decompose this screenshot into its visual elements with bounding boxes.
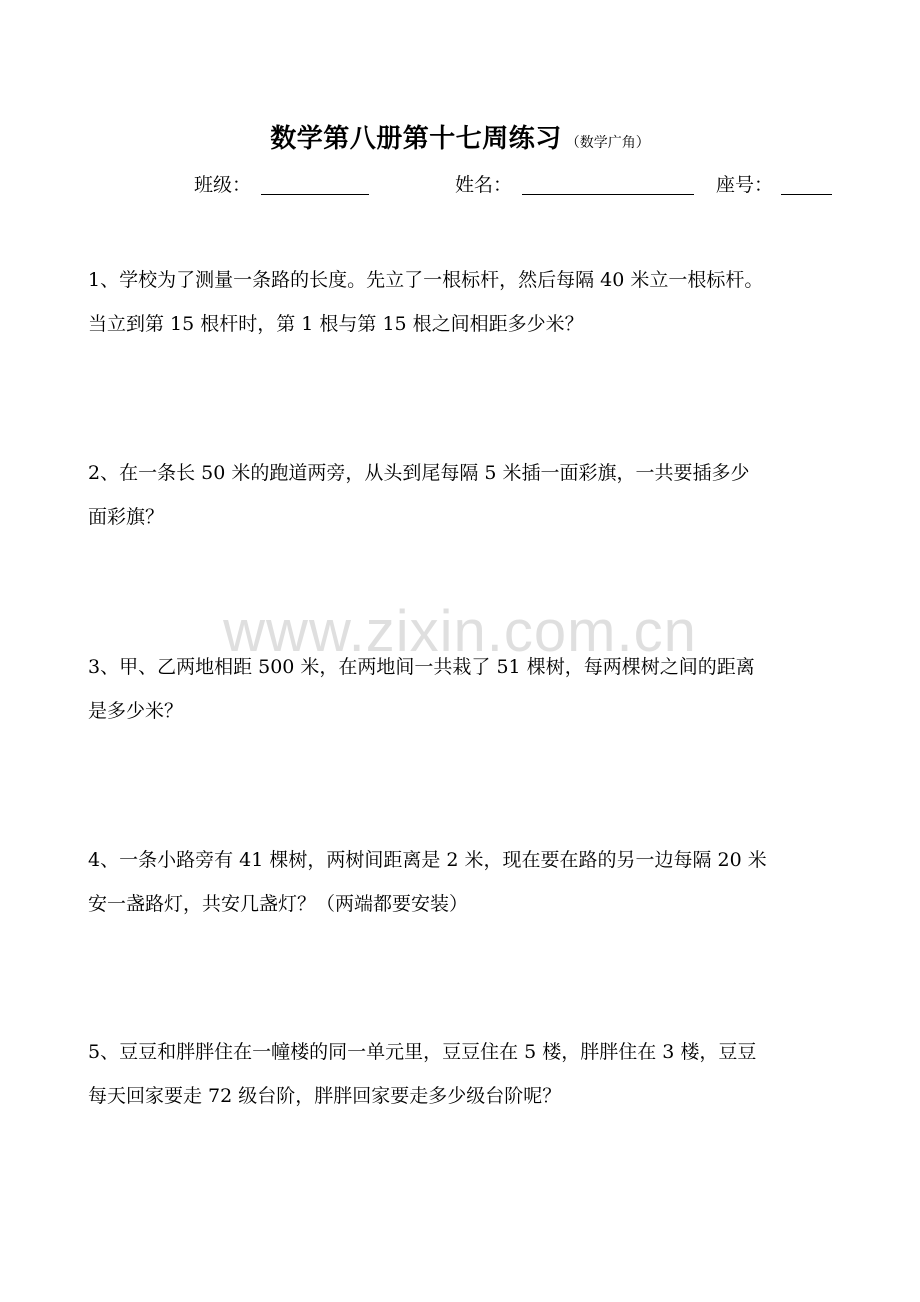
seat-blank-line <box>781 194 832 195</box>
question-3-line-1: 3、甲、乙两地相距 500 米，在两地间一共栽了 51 棵树，每两棵树之间的距离 <box>88 656 755 678</box>
watermark: www.zixin.com.cn <box>223 599 697 664</box>
question-4-line-1: 4、一条小路旁有 41 棵树，两树间距离是 2 米，现在要在路的另一边每隔 20 米 <box>88 849 767 871</box>
question-2-line-2: 面彩旗？ <box>88 506 165 528</box>
question-1 <box>88 258 834 346</box>
worksheet-title <box>0 118 920 155</box>
question-5 <box>88 1030 834 1118</box>
title-main: 数学第八册第十七周练习 <box>270 124 562 154</box>
name-blank-line <box>522 194 694 195</box>
question-3 <box>88 645 834 733</box>
question-1-line-2: 当立到第 15 根杆时，第 1 根与第 15 根之间相距多少米？ <box>88 313 584 335</box>
question-4 <box>88 838 834 926</box>
title-subtitle: （数学广角） <box>565 135 650 151</box>
question-1-line-1: 1、学校为了测量一条路的长度。先立了一根标杆，然后每隔 40 米立一根标杆。 <box>88 269 764 291</box>
seat-label: 座号： <box>716 174 774 196</box>
question-3-line-2: 是多少米？ <box>88 700 184 722</box>
class-label: 班级： <box>194 174 252 196</box>
class-blank-line <box>261 194 369 195</box>
name-label: 姓名： <box>455 174 513 196</box>
question-5-line-1: 5、豆豆和胖胖住在一幢楼的同一单元里，豆豆住在 5 楼，胖胖住在 3 楼，豆豆 <box>88 1041 757 1063</box>
question-2-line-1: 2、在一条长 50 米的跑道两旁，从头到尾每隔 5 米插一面彩旗，一共要插多少 <box>88 462 750 484</box>
student-info-row <box>0 170 920 200</box>
question-4-line-2: 安一盏路灯，共安几盏灯？（两端都要安装） <box>88 893 469 915</box>
question-5-line-2: 每天回家要走 72 级台阶，胖胖回家要走多少级台阶呢？ <box>88 1085 562 1107</box>
question-2 <box>88 451 834 539</box>
